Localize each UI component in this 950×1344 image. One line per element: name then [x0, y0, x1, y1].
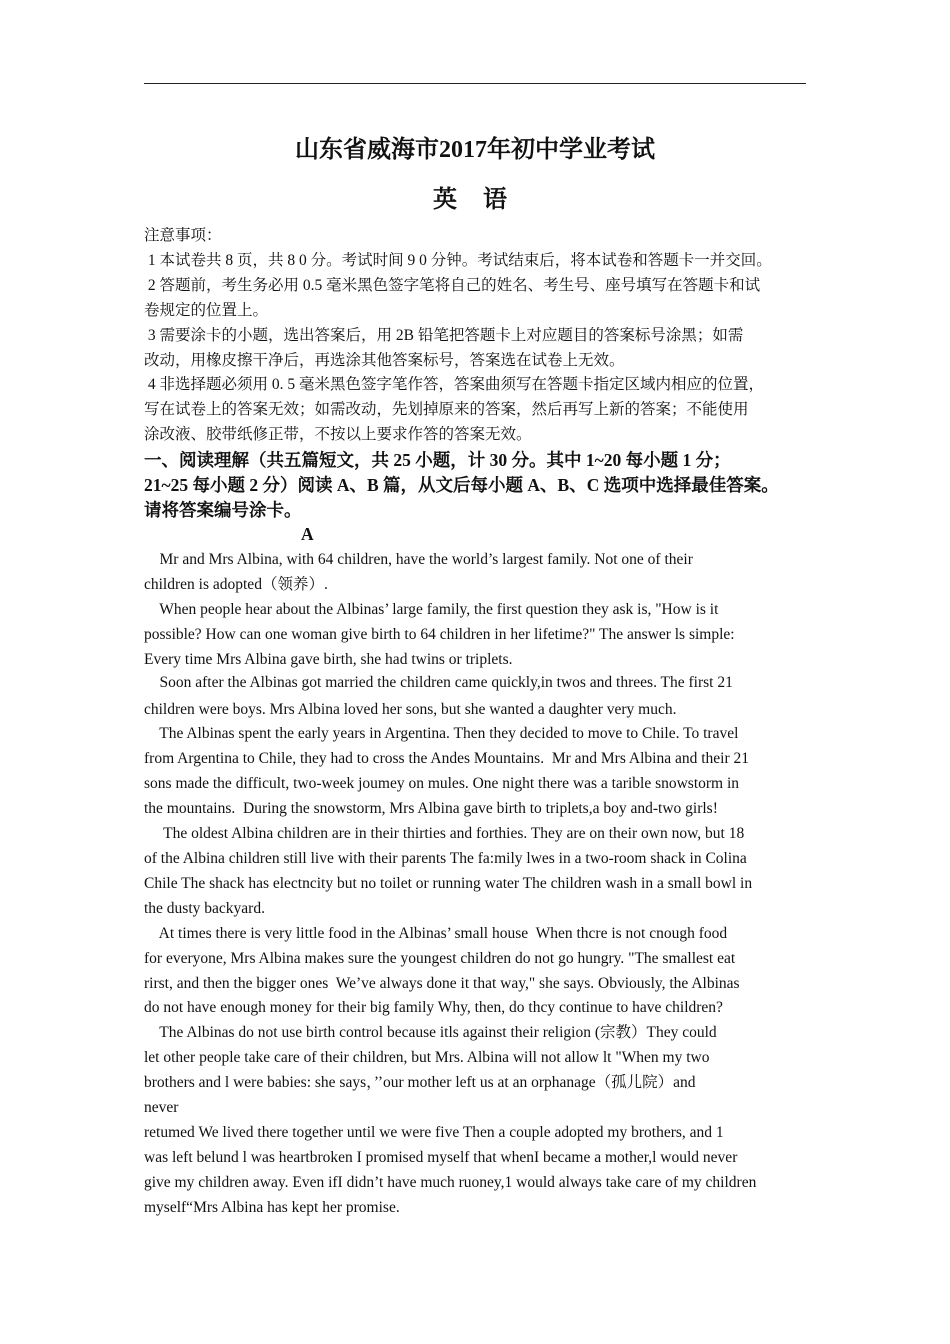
passage-line: The Albinas spent the early years in Argentina. Then they decided to move to Chile. To travel [144, 725, 739, 742]
subject-title: 英 语 [433, 187, 517, 213]
passage-line: of the Albina children still live with their parents The fa:mily lwes in a two-room shack in Colina [144, 850, 747, 867]
passage-line: children is adopted（领养）. [144, 576, 328, 593]
notes-heading: 注意事项： [144, 227, 222, 244]
passage-line: possible? How can one woman give birth to 64 children in her lifetime?" The answer ls simple: [144, 626, 735, 643]
notes-line: 写在试卷上的答案无效；如需改动，先划掉原来的答案，然后再写上新的答案；不能使用 [144, 401, 749, 418]
passage-line: the mountains. During the snowstorm, Mrs Albina gave birth to triplets,a boy and-two girls! [144, 800, 718, 817]
passage-line: Soon after the Albinas got married the children came quickly,in twos and threes. The first 21 [144, 674, 733, 691]
passage-line: myself“Mrs Albina has kept her promise. [144, 1199, 400, 1216]
passage-line: Mr and Mrs Albina, with 64 children, have the world’s largest family. Not one of their [144, 551, 693, 568]
passage-line: from Argentina to Chile, they had to cross the Andes Mountains. Mr and Mrs Albina and their 21 [144, 750, 749, 767]
passage-line: The oldest Albina children are in their thirties and forthies. They are on their own now, but 18 [144, 825, 745, 842]
passage-line: rirst, and then the bigger ones We’ve always done it that way," she says. Obviously, the Albinas [144, 975, 740, 992]
passage-line: The Albinas do not use birth control because itls against their religion (宗教）They could [144, 1024, 717, 1041]
notes-line: 涂改液、胶带纸修正带，不按以上要求作答的答案无效。 [144, 426, 532, 443]
passage-line: At times there is very little food in the Albinas’ small house When thcre is not cnough food [144, 925, 728, 942]
passage-line: never [144, 1099, 179, 1116]
passage-line: Every time Mrs Albina gave birth, she had twins or triplets. [144, 651, 513, 668]
section-heading-line: 一、阅读理解（共五篇短文，共 25 小题，计 30 分。其中 1~20 每小题 1 分； [144, 450, 731, 470]
passage-line: let other people take care of their children, but Mrs. Albina will not allow lt "When my two [144, 1049, 710, 1066]
passage-line: Chile The shack has electncity but no toilet or running water The children wash in a small bowl in [144, 875, 753, 892]
passage-line: retumed We lived there together until we were five Then a couple adopted my brothers, and 1 [144, 1124, 724, 1141]
header-rule [144, 83, 806, 84]
notes-line: 1 本试卷共 8 页，共 8 0 分。考试时间 9 0 分钟。考试结束后，将本试卷和答题卡一并交回。 [144, 252, 772, 269]
passage-line: the dusty backyard. [144, 900, 265, 917]
section-heading-line: 请将答案编号涂卡。 [144, 500, 302, 520]
passage-line: children were boys. Mrs Albina loved her sons, but she wanted a daughter very much. [144, 701, 677, 718]
passage-line: do not have enough money for their big family Why, then, do thcy continue to have children? [144, 999, 723, 1016]
notes-line: 卷规定的位置上。 [144, 302, 269, 319]
passage-line: for everyone, Mrs Albina makes sure the youngest children do not go hungry. "The smallest eat [144, 950, 736, 967]
notes-line: 2 答题前，考生务必用 0.5 毫米黑色签字笔将自己的姓名、考生号、座号填写在答题卡和试 [144, 277, 761, 294]
notes-line: 3 需要涂卡的小题，选出答案后，用 2B 铅笔把答题卡上对应题目的答案标号涂黑；如需 [144, 327, 744, 344]
passage-line: brothers and l were babies: she says，’’our mother left us at an orphanage（孤儿院）and [144, 1074, 696, 1091]
passage-line: was left belund l was heartbroken I promised myself that whenI became a mother,l would never [144, 1149, 738, 1166]
section-heading-line: 21~25 每小题 2 分）阅读 A、B 篇，从文后每小题 A、B、C 选项中选择最佳答案。 [144, 475, 779, 495]
passage-line: When people hear about the Albinas’ large family, the first question they ask is, "How is it [144, 601, 719, 618]
notes-line: 改动，用橡皮擦干净后，再选涂其他答案标号，答案选在试卷上无效。 [144, 352, 625, 369]
passage-label: A [301, 524, 314, 544]
exam-title: 山东省威海市2017年初中学业考试 [295, 137, 655, 163]
notes-line: 4 非选择题必须用 0. 5 毫米黑色签字笔作答，答案曲须写在答题卡指定区域内相应的位置， [144, 376, 765, 393]
passage-line: give my children away. Even ifI didn’t have much ruoney,1 would always take care of my children [144, 1174, 757, 1191]
passage-line: sons made the difficult, two-week joumey on mules. One night there was a tarible snowstorm in [144, 775, 740, 792]
